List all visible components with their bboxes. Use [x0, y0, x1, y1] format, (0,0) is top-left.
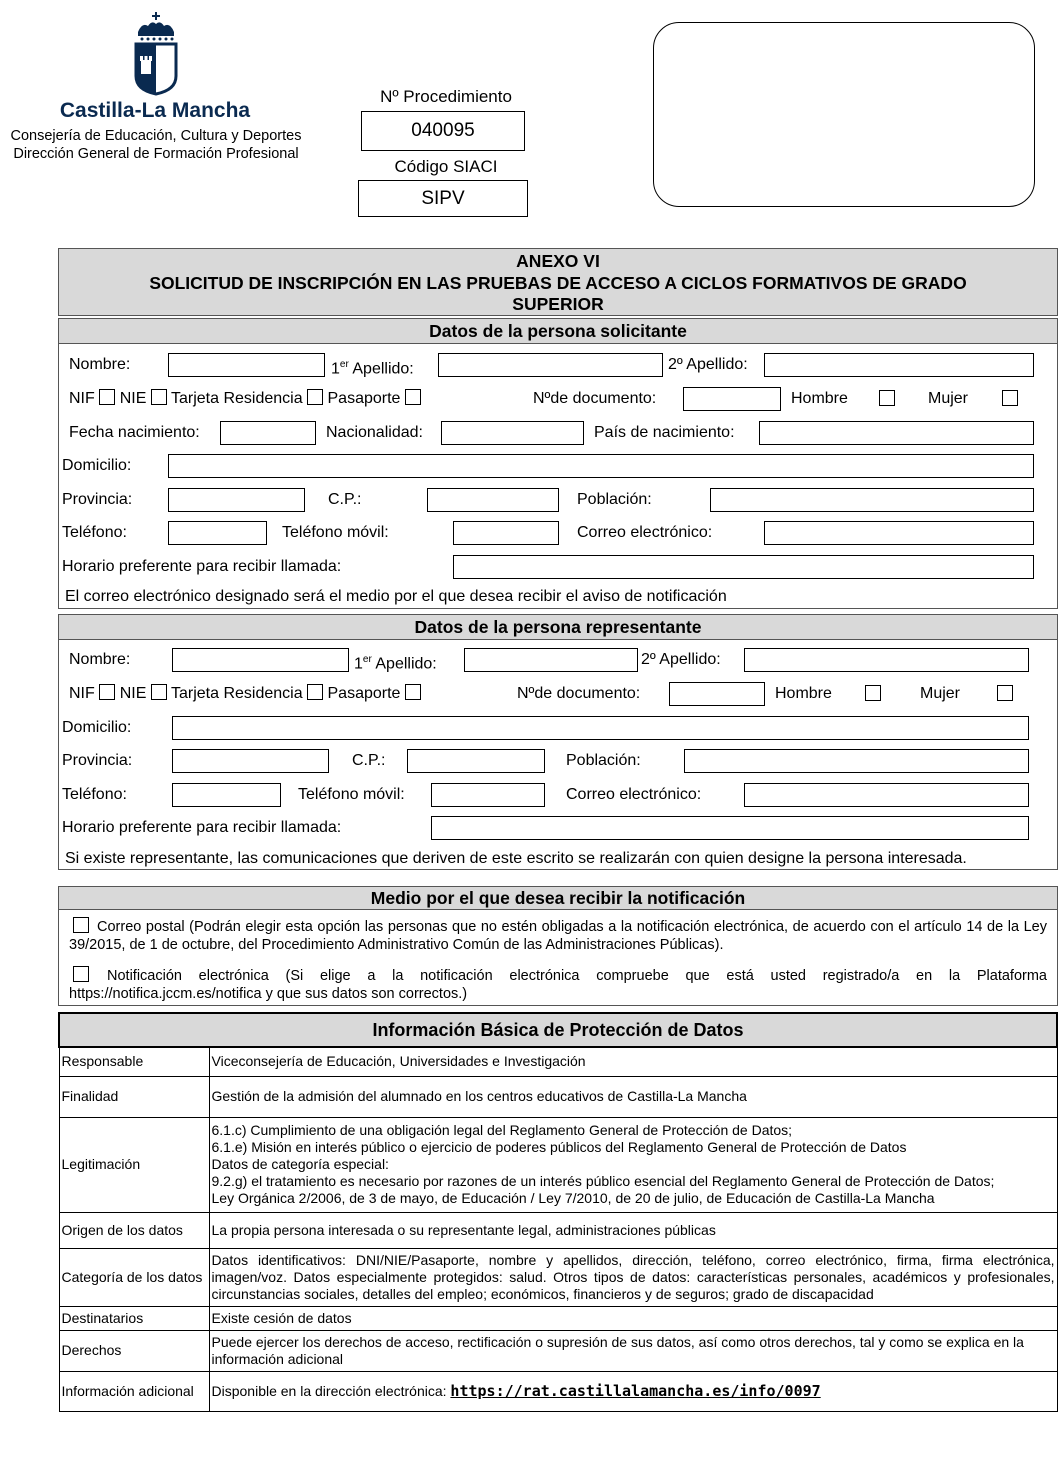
applicant-note: El correo electrónico designado será el medio por el que desea recibir el aviso de notificación: [65, 588, 727, 605]
title-line-2: SOLICITUD DE INSCRIPCIÓN EN LAS PRUEBAS DE ACCESO A CICLOS FORMATIVOS DE GRADO: [149, 272, 967, 293]
siaci-label: Código SIACI: [394, 157, 498, 176]
table-row: [59, 1248, 1057, 1306]
rep-female-checkbox[interactable]: [997, 685, 1013, 701]
applicant-birthcountry-field[interactable]: [759, 421, 1034, 445]
applicant-doctype: NIF NIE Tarjeta Residencia Pasaporte: [69, 389, 421, 409]
department-line-1: Consejería de Educación, Cultura y Deportes: [10, 128, 302, 144]
rep-docnum-field[interactable]: [669, 682, 765, 706]
rep-male-label: Hombre: [775, 685, 832, 702]
applicant-heading: Datos de la persona solicitante: [59, 319, 1057, 344]
applicant-postcode-label: C.P.:: [328, 491, 362, 508]
applicant-birthdate-label: Fecha nacimiento:: [69, 424, 200, 441]
rep-schedule-label: Horario preferente para recibir llamada:: [62, 819, 342, 836]
applicant-name-label: Nombre:: [69, 356, 131, 373]
applicant-docnum-field[interactable]: [683, 387, 781, 411]
rep-note: Si existe representante, las comunicaciones que deriven de este escrito se realizarán con quien designe la persona interesada.: [65, 850, 967, 867]
rep-nie-checkbox[interactable]: [151, 684, 167, 700]
applicant-nie-checkbox[interactable]: [151, 389, 167, 405]
table-row: [59, 1371, 1057, 1411]
row-key: Derechos: [59, 1330, 209, 1371]
applicant-surname1-field[interactable]: [438, 353, 663, 377]
rep-postcode-label: C.P.:: [352, 752, 386, 769]
applicant-birthcountry-label: País de nacimiento:: [594, 424, 735, 441]
applicant-province-label: Provincia:: [62, 491, 133, 508]
row-key: Legitimación: [59, 1117, 209, 1212]
table-row: [59, 1047, 1057, 1076]
applicant-postcode-field[interactable]: [427, 488, 559, 512]
applicant-phone-label: Teléfono:: [62, 524, 127, 541]
legitimation-line: 9.2.g) el tratamiento es necesario por razones de un interés público esencial del Reglamento General de Protección de Datos;: [211, 1173, 995, 1189]
legitimation-line: Datos de categoría especial:: [211, 1156, 389, 1172]
applicant-email-label: Correo electrónico:: [577, 524, 713, 541]
rep-mobile-field[interactable]: [431, 783, 545, 807]
protection-heading-row: [59, 1013, 1057, 1047]
form-title: [58, 248, 1058, 316]
applicant-email-field[interactable]: [764, 521, 1034, 545]
applicant-male-checkbox[interactable]: [879, 390, 895, 406]
applicant-mobile-label: Teléfono móvil:: [282, 524, 389, 541]
rep-province-field[interactable]: [172, 749, 329, 773]
row-key: Origen de los datos: [59, 1212, 209, 1248]
registry-stamp-box: [653, 22, 1035, 207]
applicant-nationality-label: Nacionalidad:: [326, 424, 423, 441]
applicant-surname2-label: 2º Apellido:: [668, 356, 748, 373]
row-value: La propia persona interesada o su representante legal, administraciones públicas: [209, 1212, 1057, 1248]
applicant-residence-card-checkbox[interactable]: [307, 389, 323, 405]
applicant-passport-checkbox[interactable]: [405, 389, 421, 405]
rep-docnum-label: Nºde documento:: [517, 685, 641, 702]
siaci-code: SIPV: [358, 180, 528, 217]
rep-surname2-field[interactable]: [744, 648, 1029, 672]
applicant-nif-checkbox[interactable]: [99, 389, 115, 405]
applicant-address-field[interactable]: [168, 454, 1034, 478]
coat-of-arms-icon: [128, 12, 184, 96]
procedure-label: Nº Procedimiento: [380, 87, 512, 106]
applicant-address-label: Domicilio:: [62, 457, 132, 474]
notification-heading: Medio por el que desea recibir la notificación: [59, 887, 1057, 910]
rep-surname2-label: 2º Apellido:: [641, 651, 721, 668]
applicant-female-label: Mujer: [928, 390, 969, 407]
legitimation-line: 6.1.e) Misión en interés público o ejercicio de poderes públicos del Reglamento General de Protección de Datos: [211, 1139, 907, 1155]
rep-address-label: Domicilio:: [62, 719, 132, 736]
applicant-phone-field[interactable]: [168, 521, 267, 545]
applicant-male-label: Hombre: [791, 390, 848, 407]
row-key: Información adicional: [59, 1371, 209, 1411]
table-row: [59, 1212, 1057, 1248]
legitimation-line: 6.1.c) Cumplimiento de una obligación legal del Reglamento General de Protección de Datos;: [211, 1122, 793, 1138]
row-key: Finalidad: [59, 1076, 209, 1117]
row-value: [209, 1371, 1057, 1411]
rep-name-field[interactable]: [172, 648, 349, 672]
rep-mobile-label: Teléfono móvil:: [298, 786, 405, 803]
row-value: [209, 1117, 1057, 1212]
rep-schedule-field[interactable]: [431, 816, 1029, 840]
applicant-name-field[interactable]: [168, 353, 325, 377]
applicant-docnum-label: Nºde documento:: [533, 390, 657, 407]
applicant-town-label: Población:: [577, 491, 652, 508]
postal-mail-option: Correo postal (Podrán elegir esta opción las personas que no estén obligadas a la notificación electrónica, de acuerdo con el artículo 14 de la Ley 39/2015, de 1 de octubre, del Procedimiento Administrativo Común de las Administraciones Públicas).: [69, 919, 1047, 953]
title-line-3: SUPERIOR: [512, 294, 604, 314]
rep-doctype: NIF NIE Tarjeta Residencia Pasaporte: [69, 684, 421, 704]
applicant-female-checkbox[interactable]: [1002, 390, 1018, 406]
rep-town-label: Población:: [566, 752, 641, 769]
rep-name-label: Nombre:: [69, 651, 131, 668]
row-value: Datos identificativos: DNI/NIE/Pasaporte, nombre y apellidos, dirección, teléfono, correo electrónico, firma, firma electrónica, imagen/voz. Datos especialmente protegidos: salud. Otros tipos de datos: características personales, académicos y profesionales, circunstancias sociales, detalles del empleo; económicos, financieros y de seguros; grado de discapacidad: [209, 1248, 1057, 1306]
table-row: [59, 1330, 1057, 1371]
rep-province-label: Provincia:: [62, 752, 133, 769]
rep-residence-card-checkbox[interactable]: [307, 684, 323, 700]
table-row: [59, 1306, 1057, 1330]
applicant-schedule-field[interactable]: [453, 555, 1034, 579]
table-row: [59, 1117, 1057, 1212]
logo-text: Castilla-La Mancha: [59, 99, 251, 122]
row-value: Puede ejercer los derechos de acceso, rectificación o supresión de sus datos, así como otros derechos, tal y como se explica en la información adicional: [209, 1330, 1057, 1371]
rep-email-label: Correo electrónico:: [566, 786, 702, 803]
rep-town-field[interactable]: [684, 749, 1029, 773]
row-value: Existe cesión de datos: [209, 1306, 1057, 1330]
applicant-province-field[interactable]: [168, 488, 305, 512]
legitimation-line: Ley Orgánica 2/2006, de 3 de mayo, de Educación / Ley 7/2010, de 20 de julio, de Educación de Castilla-La Mancha: [211, 1190, 935, 1206]
row-value: Viceconsejería de Educación, Universidades e Investigación: [209, 1047, 1057, 1076]
applicant-schedule-label: Horario preferente para recibir llamada:: [62, 558, 342, 575]
rep-postcode-field[interactable]: [407, 749, 545, 773]
rep-surname1-label: 1er Apellido:: [354, 654, 437, 673]
logo: [128, 12, 184, 96]
rep-phone-label: Teléfono:: [62, 786, 127, 803]
data-protection-table: [58, 1012, 1058, 1412]
additional-info-link[interactable]: https://rat.castillalamancha.es/info/0097: [450, 1381, 821, 1400]
rep-email-field[interactable]: [744, 783, 1029, 807]
department-line-2: Dirección General de Formación Profesional: [13, 146, 299, 162]
representative-heading: Datos de la persona representante: [59, 615, 1057, 640]
protection-heading: Información Básica de Protección de Datos: [59, 1013, 1057, 1047]
row-value: Gestión de la admisión del alumnado en los centros educativos de Castilla-La Mancha: [209, 1076, 1057, 1117]
rep-male-checkbox[interactable]: [865, 685, 881, 701]
table-row: [59, 1076, 1057, 1117]
rep-passport-checkbox[interactable]: [405, 684, 421, 700]
applicant-town-field[interactable]: [710, 488, 1034, 512]
row-key: Destinatarios: [59, 1306, 209, 1330]
additional-info-text: Disponible en la dirección electrónica:: [211, 1382, 451, 1399]
rep-nif-checkbox[interactable]: [99, 684, 115, 700]
electronic-notification-option: Notificación electrónica (Si elige a la notificación electrónica compruebe que está usted registrado/a en la Plataforma https://notifica.jccm.es/notifica y que sus datos son correctos.): [69, 968, 1047, 1002]
applicant-mobile-field[interactable]: [453, 521, 559, 545]
procedure-number: 040095: [361, 111, 525, 151]
annex-number: ANEXO VI: [516, 251, 600, 271]
row-key: Categoría de los datos: [59, 1248, 209, 1306]
rep-address-field[interactable]: [172, 716, 1029, 740]
applicant-birthdate-field[interactable]: [220, 421, 316, 445]
rep-surname1-field[interactable]: [464, 648, 638, 672]
applicant-nationality-field[interactable]: [441, 421, 584, 445]
rep-female-label: Mujer: [920, 685, 961, 702]
applicant-surname1-label: 1er Apellido:: [331, 359, 414, 378]
rep-phone-field[interactable]: [172, 783, 281, 807]
applicant-surname2-field[interactable]: [764, 353, 1034, 377]
row-key: Responsable: [59, 1047, 209, 1076]
